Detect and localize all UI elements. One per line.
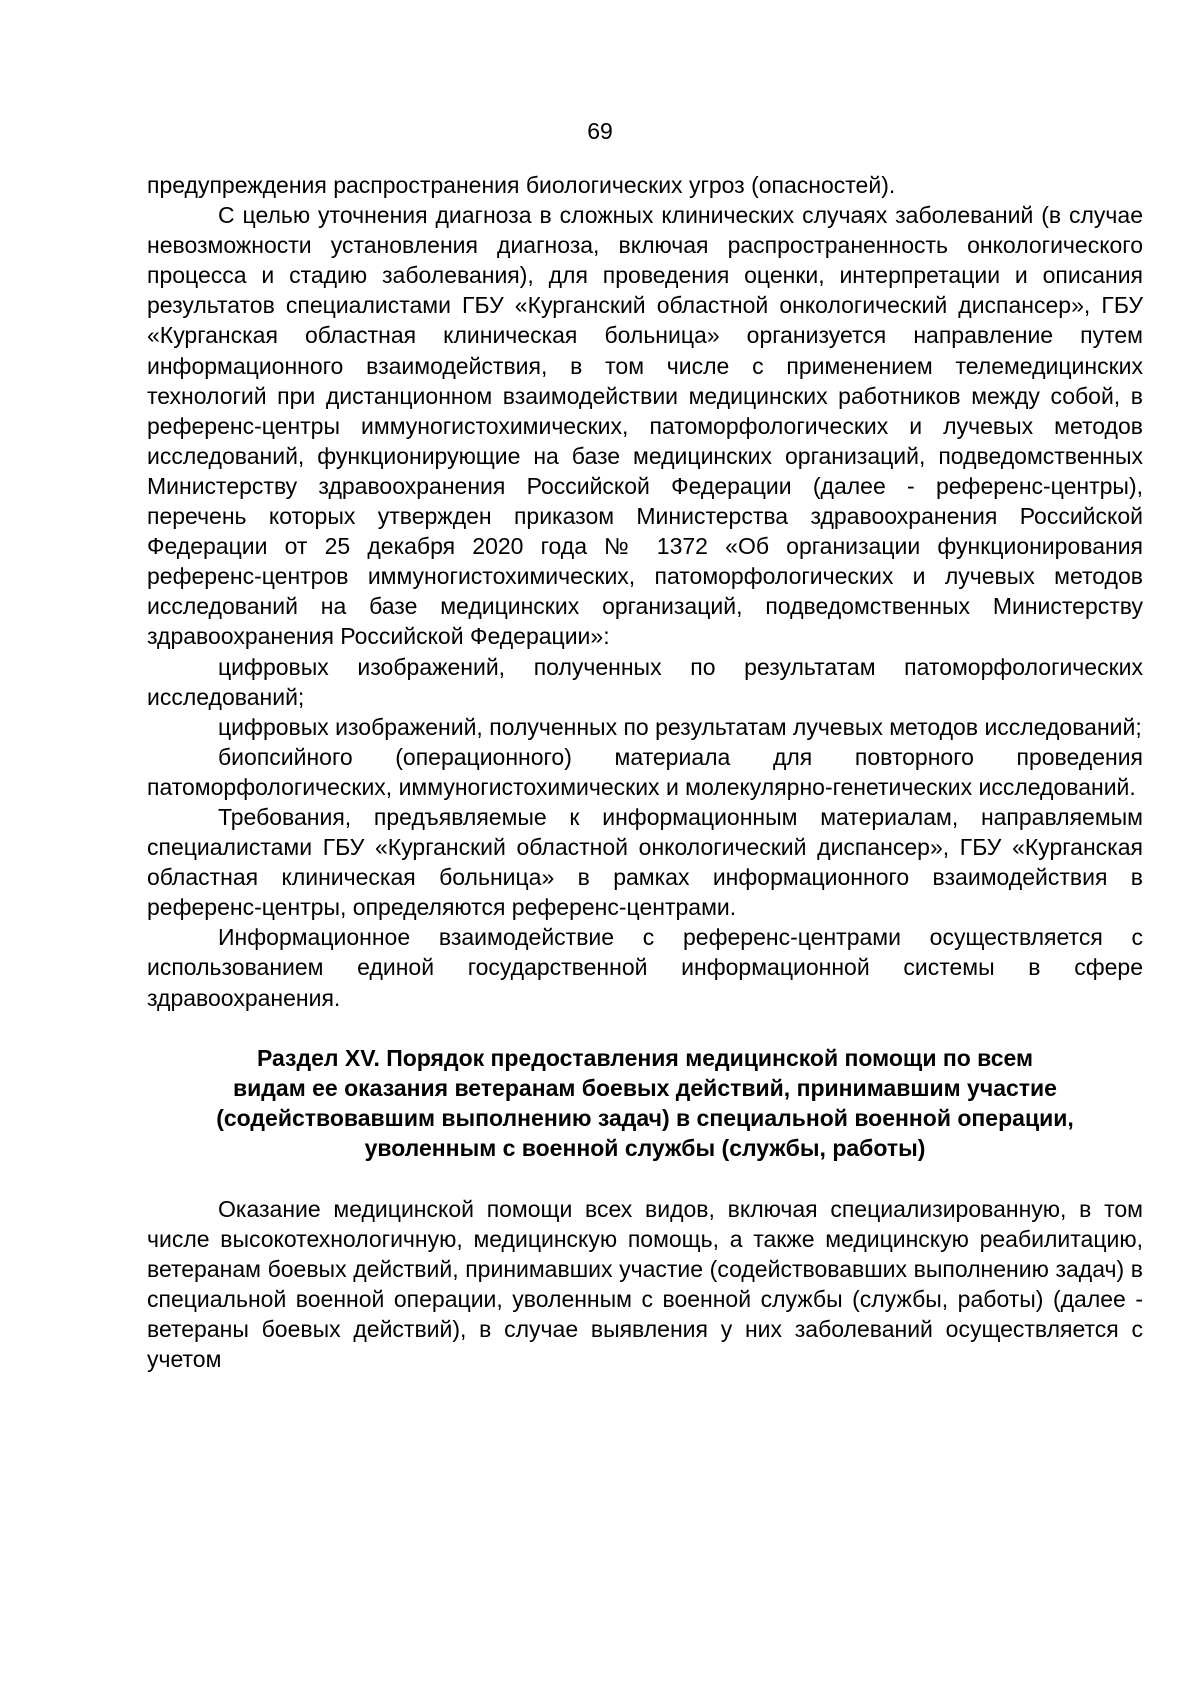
section-heading: [147, 1043, 1143, 1163]
section-heading-line: уволенным с военной службы (службы, работы): [364, 1134, 926, 1161]
body-paragraph: Информационное взаимодействие с референс-центрами осуществляется с использованием единой государственной информационной системы в сфере здравоохранения.: [147, 924, 1143, 1011]
section-heading-line: Раздел XV. Порядок предоставления медицинской помощи по всем: [256, 1044, 1034, 1071]
paragraphs-before-heading: [147, 170, 1143, 1013]
body-paragraph: цифровых изображений, полученных по результатам патоморфологических исследований;: [147, 653, 1143, 710]
body-paragraph: биопсийного (операционного) материала для повторного проведения патоморфологических, иммуногистохимических и молекулярно-генетических исследований.: [147, 743, 1143, 800]
paragraphs-after-heading: [147, 1194, 1143, 1375]
section-heading-line: (содействовавшим выполнению задач) в специальной военной операции,: [216, 1104, 1074, 1131]
section-heading-line: видам ее оказания ветеранам боевых действий, принимавшим участие: [233, 1074, 1057, 1101]
page-number: 69: [587, 118, 613, 144]
body-paragraph: Требования, предъявляемые к информационным материалам, направляемым специалистами ГБУ «Курганский областной онкологический диспансер», ГБУ «Курганская областная клиническая больница» в рамках информационного взаимодействия в референс-центры, определяются референс-центрами.: [147, 803, 1143, 921]
body-paragraph: Оказание медицинской помощи всех видов, включая специализированную, в том числе высокотехнологичную, медицинскую помощь, а также медицинскую реабилитацию, ветеранам боевых действий, принимавших участие (содействовавших выполнению задач) в специальной военной операции, уволенным с военной службы (службы, работы) (далее - ветераны боевых действий), в случае выявления у них заболеваний осуществляется с учетом: [147, 1196, 1143, 1373]
document-body: [147, 170, 1143, 1375]
body-paragraph: предупреждения распространения биологических угроз (опасностей).: [147, 172, 896, 198]
body-paragraph: цифровых изображений, полученных по результатам лучевых методов исследований;: [218, 713, 1142, 740]
body-paragraph: С целью уточнения диагноза в сложных клинических случаях заболеваний (в случае невозможности установления диагноза, включая распространенность онкологического процесса и стадию заболевания), для проведения оценки, интерпретации и описания результатов специалистами ГБУ «Курганский областной онкологический диспансер», ГБУ «Курганская областная клиническая больница» организуется направление путем информационного взаимодействия, в том числе с применением телемедицинских технологий при дистанционном взаимодействии медицинских работников между собой, в референс-центры иммуногистохимических, патоморфологических и лучевых методов исследований, функционирующие на базе медицинских организаций, подведомственных Министерству здравоохранения Российской Федерации (далее - референс-центры), перечень которых утвержден приказом Министерства здравоохранения Российской Федерации от 25 декабря 2020 года № 1372 «Об организации функционирования референс-центров иммуногистохимических, патоморфологических и лучевых методов исследований на базе медицинских организаций, подведомственных Министерству здравоохранения Российской Федерации»:: [147, 202, 1143, 650]
